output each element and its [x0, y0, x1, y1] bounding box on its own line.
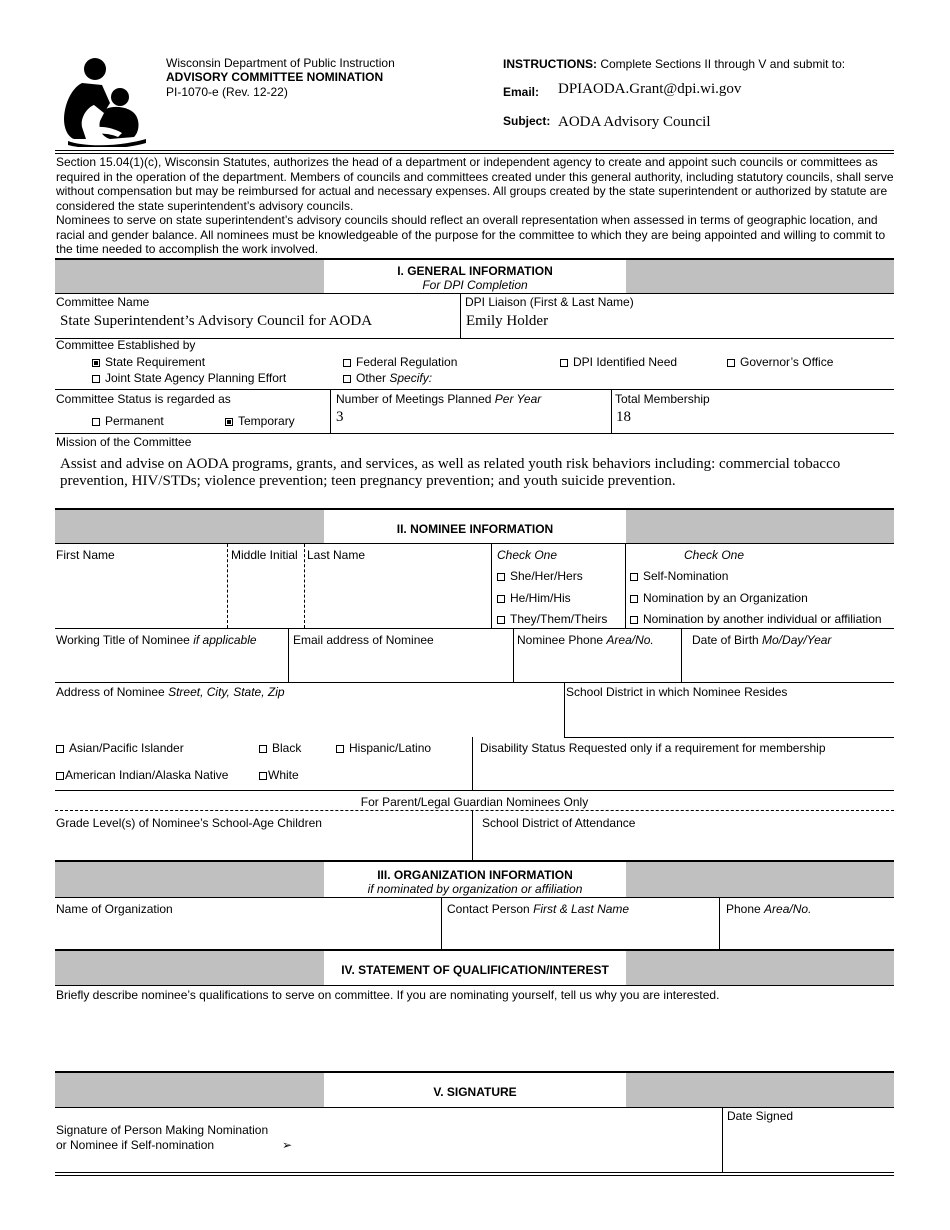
meetings-field[interactable]: 3: [336, 409, 344, 425]
divider: [472, 737, 473, 790]
instructions: [503, 57, 845, 71]
section-1-title-box: [324, 260, 626, 293]
opt-state-requirement-label: State Requirement: [105, 355, 206, 369]
divider: [513, 628, 514, 682]
section-1-title: I. GENERAL INFORMATION: [397, 264, 553, 278]
opt-federal-regulation[interactable]: [343, 355, 457, 369]
opt-she-her[interactable]: [497, 569, 583, 583]
section-4-title: IV. STATEMENT OF QUALIFICATION/INTEREST: [341, 963, 609, 977]
opt-permanent[interactable]: [92, 414, 164, 428]
checkbox[interactable]: [92, 375, 100, 383]
org-name-label: Name of Organization: [56, 902, 173, 916]
opt-black-label: Black: [272, 741, 302, 755]
opt-federal-label: Federal Regulation: [356, 355, 458, 369]
divider: [611, 389, 612, 433]
opt-hispanic-label: Hispanic/Latino: [349, 741, 432, 755]
opt-other[interactable]: [343, 371, 432, 385]
intro-paragraph-1: Section 15.04(1)(c), Wisconsin Statutes, authorizes the head of a department or independent agency to create and appoint such councils or committees as required in the operation of the department. Members of councils and committees created under this general authority, including statutory councils, shall serve without compensation but may be reimbursed for actual and necessary expenses. All groups created by the state superintendent or authorized by statute are considered the state superintendent’s advisory councils.: [56, 155, 894, 213]
opt-self-nomination[interactable]: [630, 569, 728, 583]
section-3-title: III. ORGANIZATION INFORMATION: [377, 868, 573, 882]
opt-joint-agency[interactable]: [92, 371, 286, 385]
section-2-header: [55, 508, 894, 544]
dpi-logo: [58, 55, 150, 147]
checkbox[interactable]: [560, 359, 568, 367]
checkbox[interactable]: [259, 745, 267, 753]
committee-name-label: Committee Name: [56, 295, 150, 309]
committee-name-field[interactable]: State Superintendent’s Advisory Council for AODA: [60, 313, 373, 329]
signature-label-2: or Nominee if Self-nomination: [56, 1138, 215, 1152]
established-label: Committee Established by: [56, 338, 196, 352]
address-label: [56, 685, 285, 699]
divider: [722, 1108, 723, 1173]
intro-paragraph-2: Nominees to serve on state superintendent’s advisory councils should reflect an overall representation when assessed in terms of geographic location, and racial and gender balance. All nominees must be knowledgeable of the purpose for the committee to which they are being appointed and willing to commit to the time needed to accomplish the work involved.: [56, 213, 886, 256]
divider: [55, 389, 894, 390]
opt-org-nomination-label: Nomination by an Organization: [643, 591, 808, 605]
section-4-header: [55, 949, 894, 986]
submit-subject: AODA Advisory Council: [558, 114, 711, 130]
nominee-phone-italic: Area/No.: [606, 633, 654, 647]
opt-other-nomination[interactable]: [630, 612, 882, 626]
address-text: Address of Nominee: [56, 685, 165, 699]
section-4-title-box: [324, 951, 626, 985]
form-title: ADVISORY COMMITTEE NOMINATION: [166, 70, 384, 84]
divider: [227, 544, 228, 628]
section-3-subtitle: if nominated by organization or affiliation: [367, 882, 583, 896]
signature-label-1: Signature of Person Making Nomination: [56, 1123, 269, 1137]
nomination-check-one: Check One: [684, 548, 745, 562]
section-3-title-box: [324, 862, 626, 897]
checkbox[interactable]: [630, 573, 638, 581]
opt-white[interactable]: [259, 768, 299, 782]
guardian-note: For Parent/Legal Guardian Nominees Only: [360, 795, 589, 809]
intro-text: [56, 155, 896, 257]
opt-governor-office[interactable]: [727, 355, 833, 369]
section-2-title-box: [324, 510, 626, 543]
org-phone-text: Phone: [726, 902, 761, 916]
pronoun-check-one: Check One: [497, 548, 558, 562]
instructions-text: Complete Sections II through V and submit to:: [600, 57, 846, 71]
membership-field[interactable]: 18: [616, 409, 631, 425]
submit-email: DPIAODA.Grant@dpi.wi.gov: [558, 81, 742, 97]
membership-label: Total Membership: [615, 392, 710, 406]
divider: [55, 790, 894, 791]
opt-asian-label: Asian/Pacific Islander: [69, 741, 184, 755]
opt-white-label: White: [268, 768, 299, 782]
arrow-icon: ➢: [282, 1138, 293, 1152]
opt-other-label: Other: [356, 371, 387, 385]
divider: [491, 544, 492, 628]
meetings-label: [336, 392, 541, 406]
section-5-header: [55, 1071, 894, 1108]
checkbox[interactable]: [630, 595, 638, 603]
school-district-label: School District in which Nominee Resides: [566, 685, 788, 699]
section-5-title: V. SIGNATURE: [433, 1085, 517, 1099]
opt-self-nomination-label: Self-Nomination: [643, 569, 729, 583]
checkbox[interactable]: [497, 616, 505, 624]
working-title-text: Working Title of Nominee: [56, 633, 190, 647]
divider: [564, 737, 894, 738]
divider: [304, 544, 305, 628]
bottom-divider: [55, 1172, 894, 1176]
qualification-prompt: Briefly describe nominee’s qualifications to serve on committee. If you are nominating yourself, tell us why you are interested.: [56, 988, 720, 1002]
opt-dpi-need[interactable]: [560, 355, 677, 369]
divider: [55, 433, 894, 434]
opt-black[interactable]: [259, 741, 301, 755]
opt-he-him-label: He/Him/His: [510, 591, 571, 605]
checkbox[interactable]: [343, 375, 351, 383]
working-title-label: [56, 633, 257, 647]
disability-label: Disability Status Requested only if a requirement for membership: [480, 741, 826, 755]
dob-italic: Mo/Day/Year: [762, 633, 832, 647]
section-3-header: [55, 860, 894, 898]
opt-native[interactable]: [56, 768, 228, 782]
grade-level-label: Grade Level(s) of Nominee’s School-Age Children: [56, 816, 322, 830]
checkbox[interactable]: [259, 772, 267, 780]
divider: [330, 389, 331, 433]
opt-native-label: American Indian/Alaska Native: [65, 768, 229, 782]
opt-org-nomination[interactable]: [630, 591, 808, 605]
contact-person-text: Contact Person: [447, 902, 530, 916]
meetings-label-text: Number of Meetings Planned: [336, 392, 492, 406]
mission-field[interactable]: Assist and advise on AODA programs, grants, and services, as well as related youth risk behaviors including: commercial tobacco prevention, HIV/STDs; violence prevention; teen pregnancy prevention; and youth suicide prevention.: [60, 456, 841, 489]
last-name-label: Last Name: [307, 548, 366, 562]
checkbox[interactable]: [343, 359, 351, 367]
opt-he-him[interactable]: [497, 591, 571, 605]
checkbox[interactable]: [56, 745, 64, 753]
opt-temporary[interactable]: [225, 414, 295, 428]
checkbox[interactable]: [630, 616, 638, 624]
divider: [719, 898, 720, 949]
section-2-title: II. NOMINEE INFORMATION: [396, 522, 554, 536]
checkbox[interactable]: [497, 573, 505, 581]
header-divider: [55, 150, 894, 154]
section-5-title-box: [324, 1073, 626, 1107]
agency-name: Wisconsin Department of Public Instruction: [166, 56, 395, 70]
email-label: Email:: [503, 85, 540, 99]
checkbox[interactable]: [56, 772, 64, 780]
opt-permanent-label: Permanent: [105, 414, 164, 428]
divider: [441, 898, 442, 949]
divider: [55, 682, 894, 683]
divider: [681, 628, 682, 682]
org-phone-italic: Area/No.: [764, 902, 812, 916]
address-italic: Street, City, State, Zip: [168, 685, 285, 699]
divider: [564, 682, 565, 738]
subject-label: Subject:: [503, 114, 551, 128]
checkbox[interactable]: [497, 595, 505, 603]
school-attendance-label: School District of Attendance: [482, 816, 636, 830]
contact-person-label: [447, 902, 629, 916]
opt-temporary-label: Temporary: [238, 414, 295, 428]
section-1-header: [55, 258, 894, 294]
opt-she-her-label: She/Her/Hers: [510, 569, 583, 583]
opt-other-specify: Specify:: [389, 371, 433, 385]
working-title-italic: if applicable: [193, 633, 257, 647]
opt-state-requirement[interactable]: [92, 355, 205, 369]
middle-initial-label: Middle Initial: [231, 548, 298, 562]
form-number: PI-1070-e (Rev. 12-22): [166, 85, 288, 99]
instructions-label: INSTRUCTIONS:: [503, 57, 597, 71]
divider: [55, 810, 894, 811]
opt-joint-label: Joint State Agency Planning Effort: [105, 371, 287, 385]
nominee-phone-text: Nominee Phone: [517, 633, 604, 647]
divider: [55, 628, 894, 629]
checkbox[interactable]: [92, 418, 100, 426]
opt-they-them-label: They/Them/Theirs: [510, 612, 608, 626]
divider: [472, 811, 473, 861]
contact-person-italic: First & Last Name: [533, 902, 630, 916]
divider: [288, 628, 289, 682]
checkbox-checked[interactable]: [225, 418, 233, 426]
date-signed-label: Date Signed: [727, 1109, 794, 1123]
checkbox[interactable]: [727, 359, 735, 367]
dpi-liaison-label: DPI Liaison (First & Last Name): [465, 295, 634, 309]
checkbox-checked[interactable]: [92, 359, 100, 367]
meetings-label-italic: Per Year: [494, 392, 542, 406]
mission-label: Mission of the Committee: [56, 435, 192, 449]
opt-hispanic[interactable]: [336, 741, 431, 755]
opt-asian[interactable]: [56, 741, 184, 755]
divider: [625, 544, 626, 628]
status-label: Committee Status is regarded as: [56, 392, 231, 406]
nominee-phone-label: [517, 633, 654, 647]
dpi-liaison-field[interactable]: Emily Holder: [466, 313, 549, 329]
org-phone-label: [726, 902, 811, 916]
checkbox[interactable]: [336, 745, 344, 753]
email-address-label: Email address of Nominee: [293, 633, 434, 647]
divider: [460, 294, 461, 338]
opt-they-them[interactable]: [497, 612, 607, 626]
opt-other-nomination-label: Nomination by another individual or affiliation: [643, 612, 882, 626]
dob-text: Date of Birth: [692, 633, 759, 647]
opt-dpi-need-label: DPI Identified Need: [573, 355, 678, 369]
opt-governor-label: Governor’s Office: [740, 355, 834, 369]
dob-label: [692, 633, 831, 647]
section-1-subtitle: For DPI Completion: [422, 278, 528, 292]
first-name-label: First Name: [56, 548, 115, 562]
